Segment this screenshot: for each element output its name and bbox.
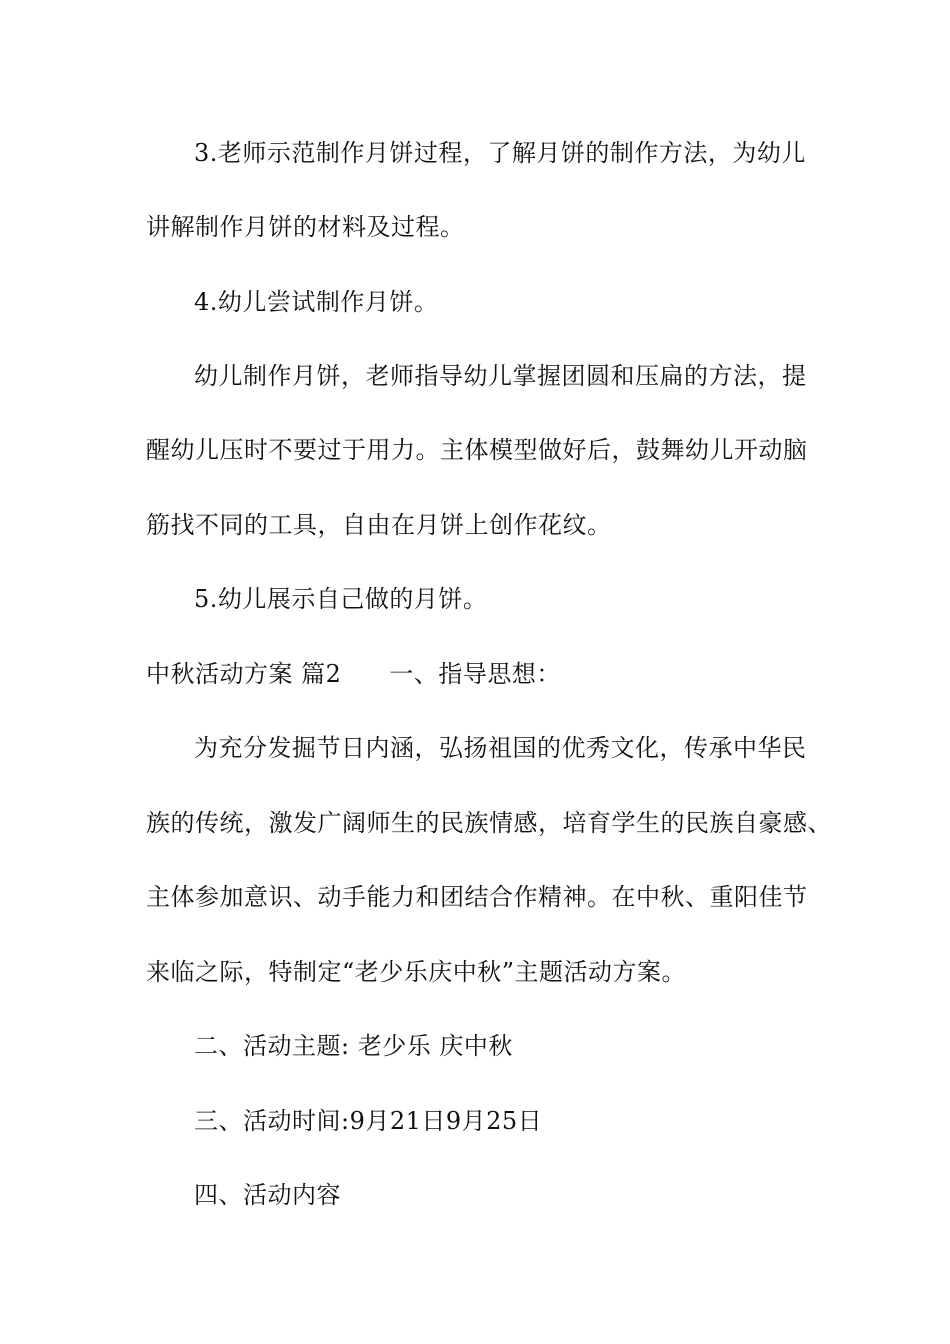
activity-content-heading: 四、活动内容: [194, 1181, 341, 1209]
activity-theme-line: 二、活动主题: 老少乐 庆中秋: [194, 1032, 513, 1060]
step-4-line: 4.幼儿尝试制作月饼。: [194, 288, 439, 316]
step-3-line-1: 3.老师示范制作月饼过程，了解月饼的制作方法，为幼儿: [194, 139, 806, 167]
step-5-line: 5.幼儿展示自己做的月饼。: [194, 585, 488, 613]
paragraph-line-1: 幼儿制作月饼，老师指导幼儿掌握团圆和压扁的方法，提: [194, 362, 807, 390]
paragraph-line-3: 筋找不同的工具，自由在月饼上创作花纹。: [146, 511, 612, 539]
section-heading: 一、指导思想：: [389, 660, 561, 688]
section-header-line: [146, 659, 561, 689]
step-3-line-2: 讲解制作月饼的材料及过程。: [146, 213, 465, 241]
guiding-paragraph-line-4: 来临之际，特制定“老少乐庆中秋”主题活动方案。: [146, 958, 687, 986]
section-title: 中秋活动方案 篇2: [146, 660, 342, 688]
activity-time-line: 三、活动时间:9月21日9月25日: [194, 1107, 543, 1135]
guiding-paragraph-line-1: 为充分发掘节日内涵，弘扬祖国的优秀文化，传承中华民: [194, 734, 807, 762]
guiding-paragraph-line-2: 族的传统，激发广阔师生的民族情感，培育学生的民族自豪感、: [146, 809, 832, 837]
guiding-paragraph-line-3: 主体参加意识、动手能力和团结合作精神。在中秋、重阳佳节: [146, 883, 808, 911]
paragraph-line-2: 醒幼儿压时不要过于用力。主体模型做好后，鼓舞幼儿开动脑: [146, 436, 808, 464]
